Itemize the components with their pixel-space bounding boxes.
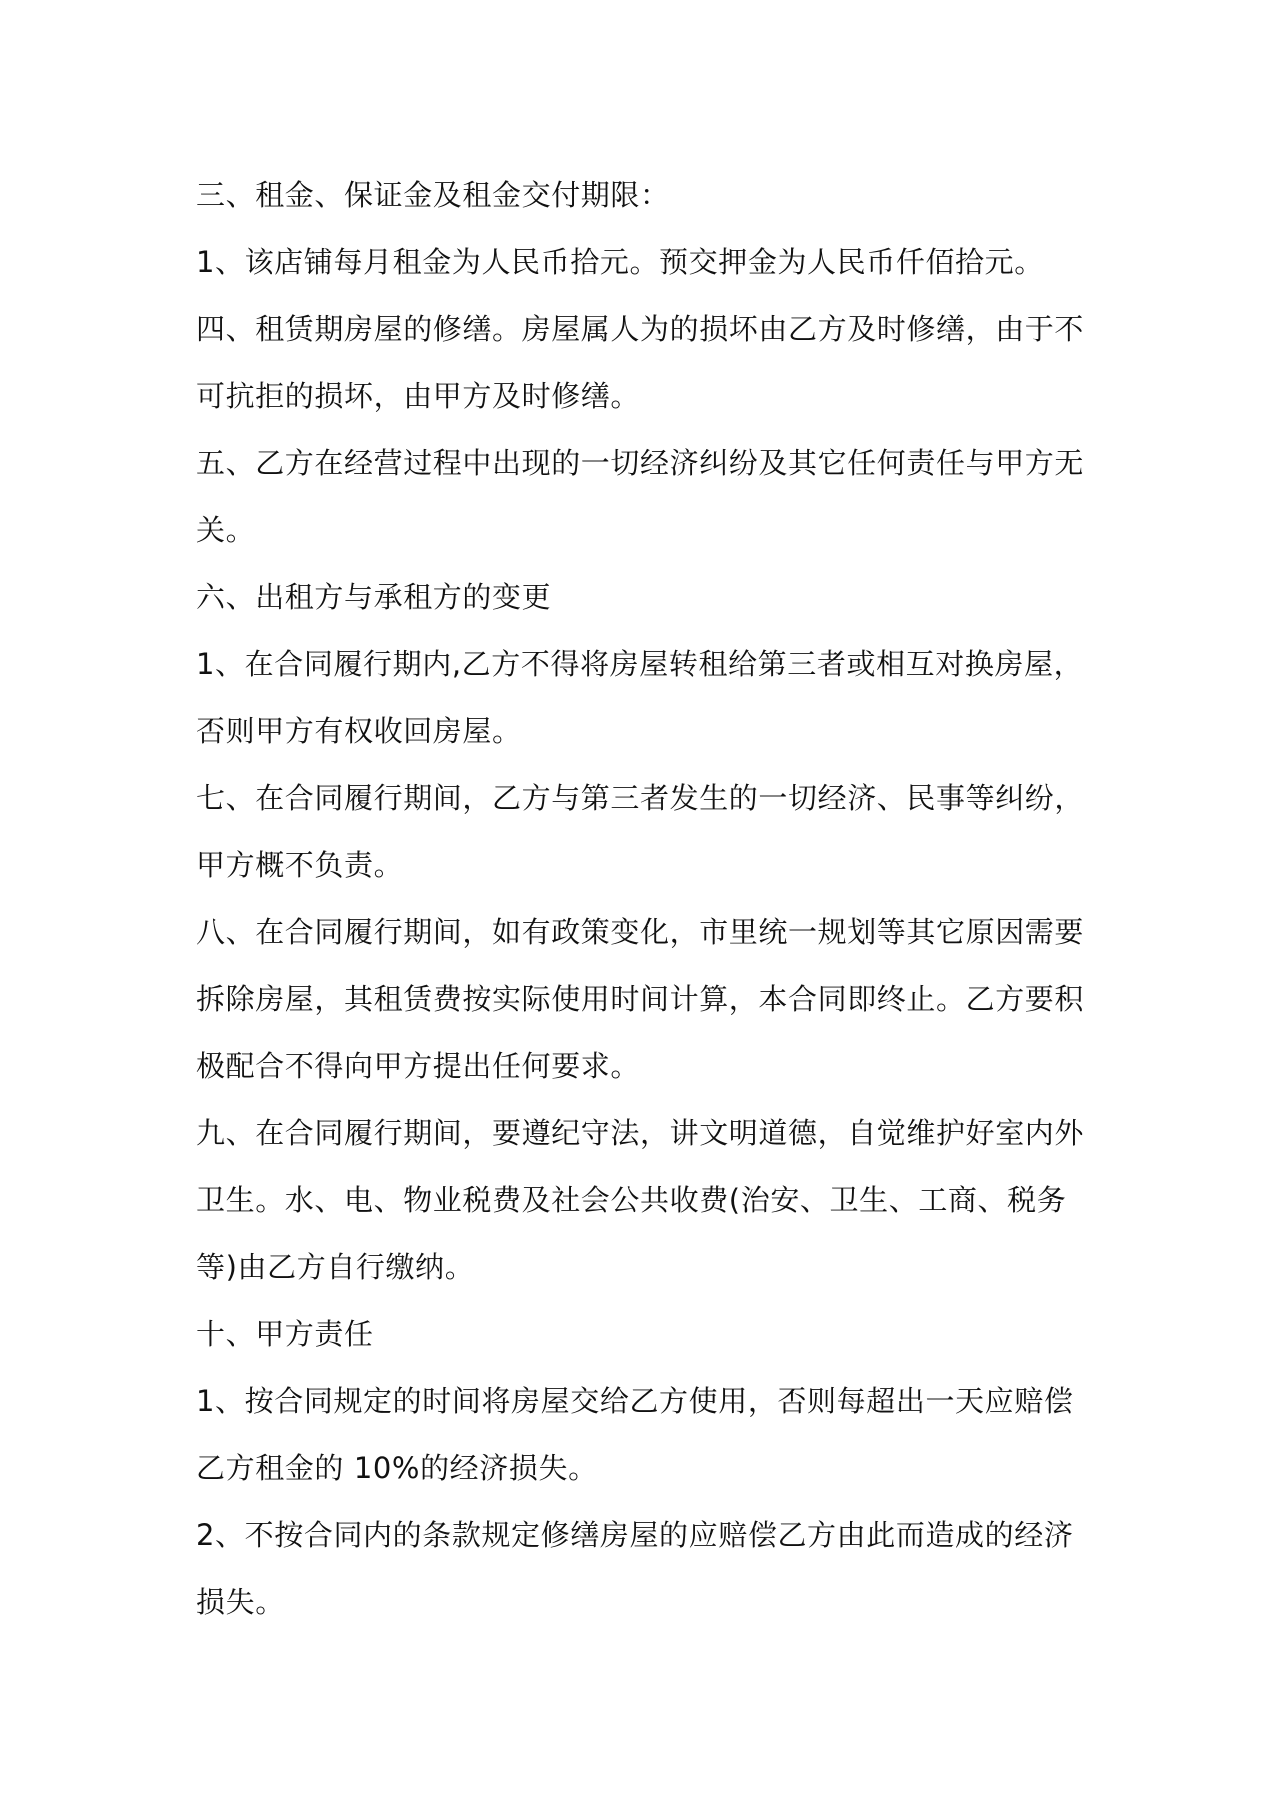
section-6-heading: 六、出租方与承租方的变更 bbox=[196, 580, 552, 614]
section-8-line-3: 极配合不得向甲方提出任何要求。 bbox=[196, 1049, 641, 1083]
section-3-heading: 三、租金、保证金及租金交付期限： bbox=[196, 178, 670, 212]
section-9-line-2: 卫生。水、电、物业税费及社会公共收费(治安、卫生、工商、税务 bbox=[196, 1183, 1067, 1217]
section-10-heading: 十、甲方责任 bbox=[196, 1317, 374, 1351]
section-10-item-1-line-2: 乙方租金的 10%的经济损失。 bbox=[196, 1451, 598, 1485]
section-3-item-1: 1、该店铺每月租金为人民币拾元。预交押金为人民币仟佰拾元。 bbox=[196, 245, 1044, 279]
section-9-line-3: 等)由乙方自行缴纳。 bbox=[196, 1250, 475, 1284]
section-10-item-2-line-1: 2、不按合同内的条款规定修缮房屋的应赔偿乙方由此而造成的经济 bbox=[196, 1518, 1074, 1552]
section-7-line-2: 甲方概不负责。 bbox=[196, 848, 404, 882]
document-body bbox=[196, 162, 1096, 1636]
section-8-line-2: 拆除房屋，其租赁费按实际使用时间计算，本合同即终止。乙方要积 bbox=[196, 982, 1085, 1016]
section-9-line-1: 九、在合同履行期间，要遵纪守法，讲文明道德，自觉维护好室内外 bbox=[196, 1116, 1085, 1150]
section-6-item-1-line-2: 否则甲方有权收回房屋。 bbox=[196, 714, 522, 748]
section-10-item-2-line-2: 损失。 bbox=[196, 1585, 285, 1619]
section-5-line-1: 五、乙方在经营过程中出现的一切经济纠纷及其它任何责任与甲方无 bbox=[196, 446, 1085, 480]
section-7-line-1: 七、在合同履行期间，乙方与第三者发生的一切经济、民事等纠纷， bbox=[196, 781, 1085, 815]
section-4-line-2: 可抗拒的损坏，由甲方及时修缮。 bbox=[196, 379, 641, 413]
section-5-line-2: 关。 bbox=[196, 513, 256, 547]
section-8-line-1: 八、在合同履行期间，如有政策变化，市里统一规划等其它原因需要 bbox=[196, 915, 1085, 949]
section-10-item-1-line-1: 1、按合同规定的时间将房屋交给乙方使用，否则每超出一天应赔偿 bbox=[196, 1384, 1074, 1418]
section-4-line-1: 四、租赁期房屋的修缮。房屋属人为的损坏由乙方及时修缮，由于不 bbox=[196, 312, 1085, 346]
section-6-item-1-line-1: 1、在合同履行期内,乙方不得将房屋转租给第三者或相互对换房屋， bbox=[196, 647, 1084, 681]
